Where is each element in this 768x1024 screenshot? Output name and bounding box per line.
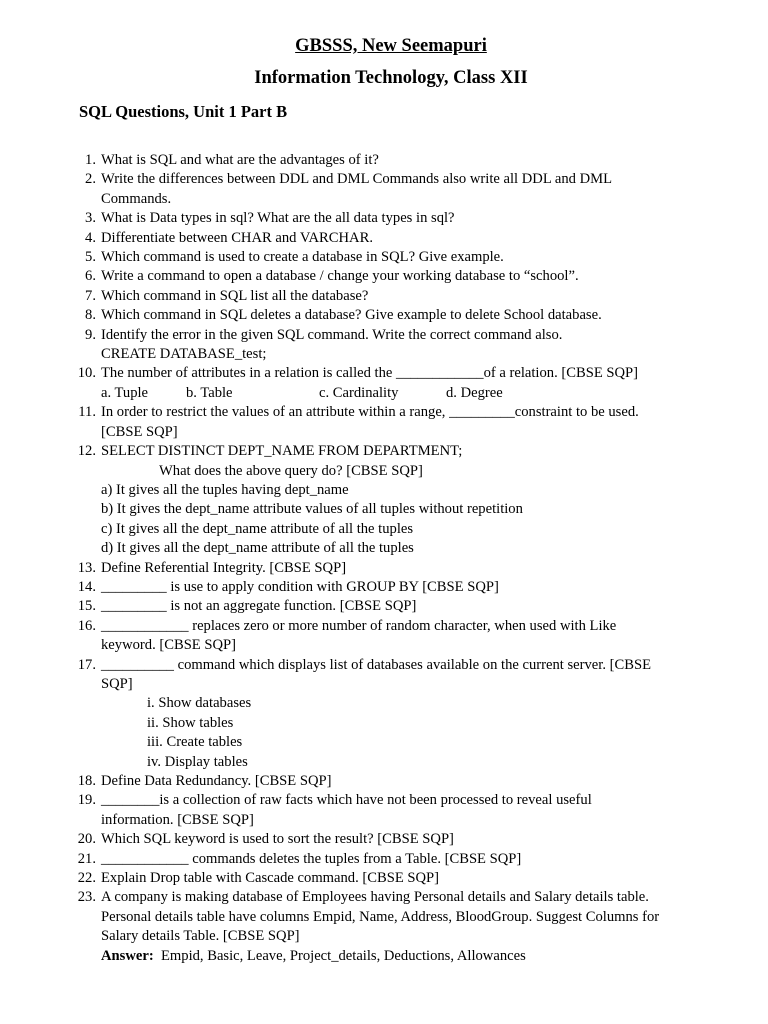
- question-text: ____________ commands deletes the tuples from a Table. [CBSE SQP]: [101, 850, 522, 867]
- question-number: 23.: [77, 889, 96, 906]
- question-number: 3.: [85, 210, 96, 227]
- question-number: 12.: [77, 443, 96, 460]
- question-number: 18.: [77, 773, 96, 789]
- question-text: SELECT DISTINCT DEPT_NAME FROM DEPARTMENT;: [101, 443, 463, 460]
- question-item: [0, 597, 701, 616]
- question-number: 2.: [85, 171, 96, 188]
- question-text: Which command is used to create a database in SQL? Give example.: [101, 249, 504, 266]
- question-number: 6.: [85, 268, 96, 285]
- question-item: [0, 229, 701, 248]
- question-number: 11.: [78, 404, 96, 421]
- question-item: [0, 403, 701, 442]
- question-text: Write the differences between DDL and DML Commands also write all DDL and DML: [101, 171, 612, 188]
- question-text: ________is a collection of raw facts which have not been processed to reveal useful: [101, 792, 592, 809]
- question-text: Define Referential Integrity. [CBSE SQP]: [101, 559, 347, 576]
- question-item: [0, 850, 701, 869]
- question-item: [0, 209, 701, 228]
- question-text: Define Data Redundancy. [CBSE SQP]: [101, 773, 332, 789]
- question-text: The number of attributes in a relation is called the ____________of a relation. [CBSE SQP]: [101, 365, 639, 382]
- question-item: [0, 267, 701, 286]
- question-text: What is SQL and what are the advantages of it?: [101, 152, 379, 168]
- question-item: [0, 830, 701, 849]
- answer-option: a. Tuple: [101, 384, 149, 401]
- question-number: 16.: [77, 617, 96, 634]
- question-number: 19.: [77, 792, 96, 809]
- answer-choice: d) It gives all the dept_name attribute of all the tuples: [101, 540, 414, 557]
- answer-option: d. Degree: [446, 384, 503, 401]
- question-item: [0, 772, 701, 791]
- answer-options: [101, 384, 701, 403]
- question-text: Personal details table have columns Empid, Name, Address, BloodGroup. Suggest Columns for: [101, 908, 660, 925]
- answer-choice: b) It gives the dept_name attribute values of all tuples without repetition: [101, 501, 523, 518]
- question-item: [0, 287, 701, 306]
- unit-heading: SQL Questions, Unit 1 Part B: [79, 102, 288, 121]
- question-text: In order to restrict the values of an attribute within a range, _________constraint to be used.: [101, 404, 639, 421]
- answer-choice: c) It gives all the dept_name attribute of all the tuples: [101, 520, 414, 537]
- question-item: [0, 442, 701, 558]
- question-text: What is Data types in sql? What are the all data types in sql?: [101, 210, 455, 227]
- question-number: 15.: [77, 598, 96, 615]
- question-text: Write a command to open a database / change your working database to “school”.: [101, 268, 579, 285]
- question-text: A company is making database of Employees having Personal details and Salary details table.: [101, 889, 649, 906]
- question-text: [CBSE SQP]: [101, 423, 178, 440]
- question-text: Identify the error in the given SQL command. Write the correct command also.: [101, 326, 563, 343]
- answer-line: [101, 947, 701, 966]
- question-text: Which command in SQL deletes a database? Give example to delete School database.: [101, 307, 602, 324]
- answer-option: b. Table: [186, 384, 233, 401]
- question-text: _________ is not an aggregate function. [CBSE SQP]: [101, 598, 417, 615]
- question-number: 14.: [77, 578, 96, 595]
- question-list: [0, 151, 768, 966]
- question-number: 1.: [85, 152, 96, 168]
- question-number: 17.: [77, 656, 96, 673]
- question-text: Which command in SQL list all the database?: [101, 287, 369, 304]
- answer-choice: a) It gives all the tuples having dept_name: [101, 481, 349, 498]
- question-number: 21.: [77, 850, 96, 867]
- answer-choice: i. Show databases: [147, 695, 252, 712]
- question-text: Explain Drop table with Cascade command. [CBSE SQP]: [101, 870, 440, 887]
- question-text: Salary details Table. [CBSE SQP]: [101, 928, 300, 945]
- question-item: [0, 306, 701, 325]
- question-text: __________ command which displays list of databases available on the current server. [CBSE: [101, 656, 651, 673]
- question-item: [0, 791, 701, 830]
- question-text: _________ is use to apply condition with GROUP BY [CBSE SQP]: [101, 578, 499, 595]
- question-item: [0, 170, 701, 209]
- question-number: 22.: [77, 870, 96, 887]
- question-number: 20.: [77, 831, 96, 848]
- question-text: Which SQL keyword is used to sort the result? [CBSE SQP]: [101, 831, 454, 848]
- question-text: SQP]: [101, 675, 133, 692]
- school-name: GBSSS, New Seemapuri: [295, 36, 487, 56]
- answer-label: Answer:: [101, 947, 154, 964]
- question-item: [0, 364, 701, 403]
- question-item: [0, 888, 701, 966]
- question-number: 5.: [85, 249, 96, 266]
- question-item: [0, 617, 701, 656]
- question-item: [0, 326, 701, 365]
- question-text: information. [CBSE SQP]: [101, 811, 254, 828]
- question-number: 10.: [77, 365, 96, 382]
- answer-choice: iii. Create tables: [147, 734, 243, 751]
- question-item: [0, 869, 701, 888]
- question-text: CREATE DATABASE_test;: [101, 346, 267, 363]
- question-number: 8.: [85, 307, 96, 324]
- question-subtext: What does the above query do? [CBSE SQP]: [159, 462, 423, 479]
- question-number: 13.: [77, 559, 96, 576]
- question-item: [0, 248, 701, 267]
- answer-choice: ii. Show tables: [147, 714, 234, 731]
- answer-choice: iv. Display tables: [147, 753, 248, 770]
- question-text: Differentiate between CHAR and VARCHAR.: [101, 229, 373, 246]
- question-text: ____________ replaces zero or more number of random character, when used with Like: [101, 617, 617, 634]
- question-item: [0, 559, 701, 578]
- question-item: [0, 151, 701, 170]
- answer-text: Empid, Basic, Leave, Project_details, Deductions, Allowances: [153, 947, 526, 964]
- question-number: 9.: [85, 326, 96, 343]
- question-number: 4.: [85, 229, 96, 246]
- subject-title: Information Technology, Class XII: [254, 68, 528, 88]
- question-number: 7.: [85, 287, 96, 304]
- question-item: [0, 578, 701, 597]
- answer-option: c. Cardinality: [319, 384, 399, 401]
- question-text: keyword. [CBSE SQP]: [101, 637, 236, 654]
- question-text: Commands.: [101, 190, 172, 207]
- question-item: [0, 656, 701, 772]
